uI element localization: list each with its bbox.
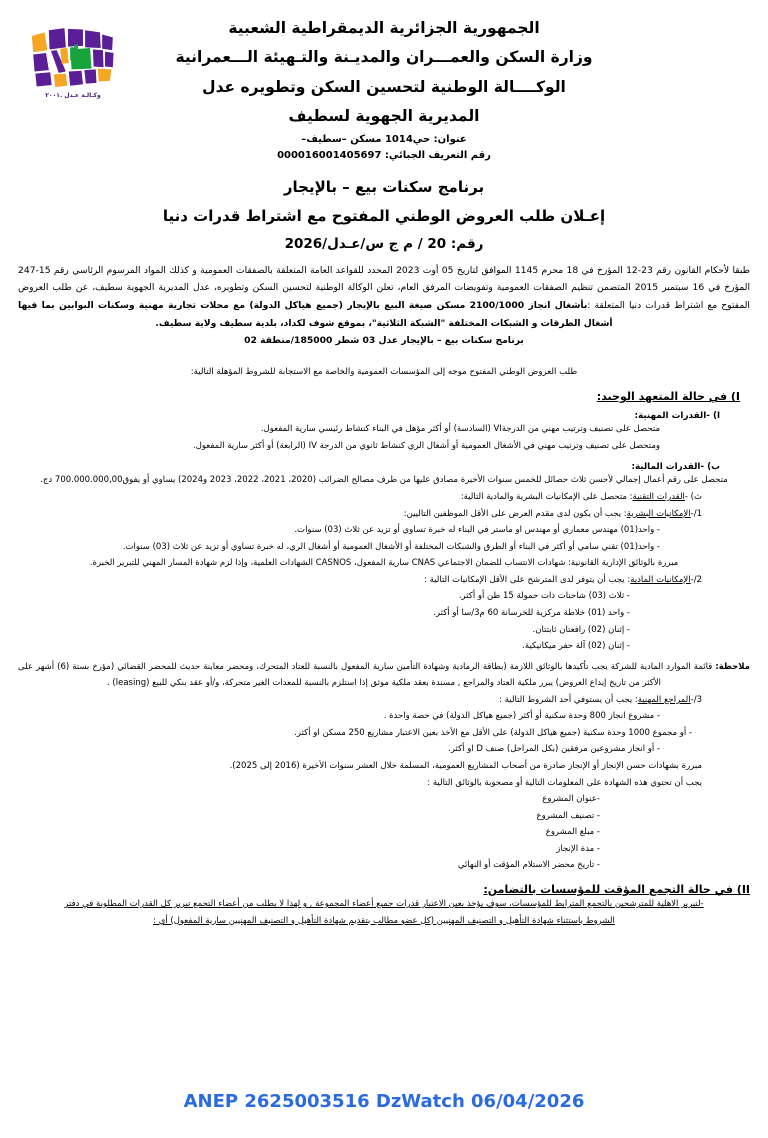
certificate-content-item: -عنوان المشروع (542, 794, 600, 805)
financial-capacity-heading: ب) -القدرات المالية: (631, 462, 720, 473)
material-resources-item: - إثنان (02) رافعتان ثابتتان. (532, 624, 630, 635)
announcement-title: إعـلان طلب العروض الوطني المفتوح مع اشتراط قدرات دنيا (162, 206, 606, 225)
human-resources-item: - واحد(01) تقني سامي أو أكثر في البناء أو الطرق والشبكات المختلفة أو الأشغال العمومية أو أشغال الري، له خبرة تساوي أو تزيد عن ثلاث (03) سنوات. (122, 541, 660, 552)
technical-capacity-prefix: ث) - (684, 492, 702, 503)
agency-logo (30, 26, 116, 112)
section-2-heading: II) في حالة التجمع المؤقت للمؤسسات بالتضامن: (483, 882, 750, 896)
agency-title: الوكــــالة الوطنية لتحسين السكن وتطويره عدل (202, 77, 566, 96)
section-2-line-1: -لتبرير الاهلية للمترشحين بالتجمع المترابط للمؤسسات، سوف يؤخذ بعين الاعتبار قدرات جميع أعضاء المجموعة , و لهذا لا يطلب من أعضاء التجمع تبرير كل القدرات المطلوبة في دفتر (64, 898, 704, 909)
professional-references-number: 3/- (690, 694, 702, 705)
announcement-number: رقم: 20 / م ج س/عـدل/2026 (284, 235, 484, 252)
material-resources-heading (18, 572, 750, 589)
agency-address: عنوان: حي1014 مسكن –سطيف– (301, 133, 467, 145)
logo-mosaic-icon (30, 26, 116, 90)
intro-regulation-text: طبقا لأحكام القانون رقم 23-12 المؤرخ في 18 محرم 1145 الموافق لتاريخ 05 أوت 2023 المحدد للقواعد العامة المتعلقة بالصفقات العمومية و كذلك المواد المرسوم الرئاسي رقم 15-247 المؤرخ في 16 سبتمبر 2015 المتضمن تنظيم الصفقات العمومية وتفويضات المرفق العام، تعلن الوكالة الوطنية لتحسين السكن وتطويره، عدل المديرية الجهوية سطيف، عن طلب العروض المفتوح مع اشتراط قدرات دنيا المتعلقة : (18, 264, 750, 312)
material-resources-suffix: : يجب أن يتوفر لدى المترشح على الأقل الإمكانيات التالية : (424, 574, 631, 585)
note-body: قائمة الموارد المادية للشركة يجب تأكيدها بالوثائق اللازمة (بطاقة الرمادية وشهادة التأمين سارية المفعول بالنسبة للعتاد المتحرك، ومحضر معاينة حديث للمحضر القضائي (مؤرخ بستة (6) أشهر على الأكثر من تاريخ إيداع العروض) يبرر ملكية العتاد والمراجع , مسندة بعقد ملكية موثق إذا استلزم بالنسبة للمعدات الغير متحركة، و/أو عقد بنكي للبيع (leasing) . (18, 661, 716, 689)
document-body (0, 262, 768, 929)
professional-references-justification: مبررة بشهادات حسن الإنجاز أو الإنجاز صادرة من أصحاب المشاريع العمومية، المسلمة خلال العشر سنوات الأخيرة (2016 إلى 2025). (229, 761, 702, 772)
professional-references-label: المراجع المهنية (637, 694, 691, 705)
financial-capacity-line-1: متحصل على رقم أعمال إجمالي لأحسن ثلاث حصائل للخمس سنوات الأخيرة مصادق عليها من طرف مصالح الضرائب (2020، 2021، 2022، 2023 و2024) يساوي أو يفوق700.000.000,00 دج. (40, 475, 728, 486)
program-designation-line: برنامج سكنات بيع – بالإيجار عدل 03 شطر 185000/منطقة 02 (244, 335, 524, 347)
material-resources-item: - ثلاث (03) شاحنات ذات حمولة 15 طن أو أكثر. (458, 591, 630, 602)
tender-scope-line: طلب العروض الوطني المفتوح موجه إلى المؤسسات العمومية والخاصة مع الاستجابة للشروط المؤهلة التالية: (190, 367, 578, 378)
program-title: برنامج سكنات بيع – بالإيجار (283, 177, 485, 196)
human-resources-item: - واحد(01) مهندس معماري أو مهندس او ماستر في البناء له خبرة تساوي أو تزيد عن ثلاث (03) سنوات. (294, 525, 660, 536)
anep-footer: ANEP 2625003516 DzWatch 06/04/2026 (183, 1091, 585, 1112)
material-resources-note (18, 659, 750, 692)
professional-references-heading (18, 692, 750, 709)
material-resources-item: - واحد (01) خلاطة مركزية للخرسانة 60 م3/سا أو أكثر. (433, 607, 630, 618)
certificate-content-item: - مدة الإنجاز (556, 843, 600, 854)
regional-directorate-title: المديرية الجهوية لسطيف (288, 107, 480, 126)
intro-paragraph (18, 262, 750, 333)
material-resources-item: - إثنان (02) آلة حفر ميكانيكية. (522, 641, 630, 652)
technical-capacity-label: القدرات التقنية (632, 492, 685, 503)
professional-references-item: - مشروع انجاز 800 وحدة سكنية أو أكثر (جميع هياكل الدولة) في حصة واحدة . (383, 711, 660, 722)
section-1-heading: I) في حالة المتعهد الوحيد: (596, 390, 740, 404)
material-resources-number: 2/- (690, 574, 702, 585)
logo-caption: وكـالـة عـدل .٢٠٠١ (45, 92, 101, 99)
certificate-contents-intro: يجب أن تحتوي هذه الشهادة على المعلومات التالية أو مصحوبة بالوثائق التالية : (427, 777, 702, 788)
professional-references-suffix: : يجب أن يستوفي أحد الشروط التالية : (499, 694, 638, 705)
material-resources-label: الإمكانيات المادية (630, 574, 691, 585)
republic-title: الجمهورية الجزائرية الديمقراطية الشعبية (228, 19, 540, 37)
human-resources-justification-note: مبررة بالوثائق الإدارية القانونية: شهادات الانتساب للضمان الاجتماعي CNAS سارية المفعول، CASNOS الشهادات العلمية، وإذا لزم شهادة المسار المهني للتبرير الخبرة. (89, 558, 679, 569)
tax-identification-number: رقم التعريف الجبائي: 000016001405697 (277, 150, 491, 162)
technical-capacity-suffix: : متحصل على الإمكانيات البشرية والمادية التالية: (460, 492, 633, 503)
human-resources-number: 1/- (690, 508, 702, 519)
human-resources-heading (18, 506, 750, 523)
professional-capacity-line-1: متحصل على تصنيف وترتيب مهني من الدرجةVI (السادسة) أو أكثر مؤهل في البناء كنشاط رئيسي سارية المفعول. (260, 424, 660, 435)
intro-project-scope: بأشغال انجاز 2100/1000 مسكن صيغة البيع بالإيجار (جميع هياكل الدولة) مع محلات تجارية مهنية وسكنات البوابين بما فيها أشغال الطرقات و الشبكات المختلفة "الشبكة الثلاثية"، بموقع شوف لكداد، بلدية سطيف ولاية سطيف. (18, 300, 613, 329)
human-resources-label: الإمكانيات البشرية (626, 508, 691, 519)
certificate-content-item: - تاريخ محضر الاستلام المؤقت أو النهائي (457, 860, 600, 871)
professional-references-item: - أو مجموع 1000 وحدة سكنية (جميع هياكل الدولة) على الأقل مع الأخذ بعين الاعتبار مشاريع 250 مسكن او أكثر. (294, 727, 692, 738)
section-2-line-2: الشروط باستثناء شهادة التأهيل و التصنيف المهنيين (كل عضو مطالب بتقديم شهادة التأهيل و التصنيف المهنيين سارية المفعول) أي : (153, 915, 615, 926)
ministry-title: وزارة السكن والعمـــران والمديـنة والتـهيئة الـــعمرانية (175, 48, 593, 67)
technical-capacity-heading (18, 489, 750, 506)
professional-capacity-heading: ا) -القدرات المهنية: (634, 411, 720, 422)
professional-capacity-line-2: ومتحصل على تصنيف وترتيب مهني في الأشغال العمومية أو أشغال الري كنشاط ثانوي من الدرجة IV (الرابعة) أو أكثر سارية المفعول. (193, 440, 660, 451)
certificate-content-item: - تصنيف المشروع (536, 810, 600, 821)
note-label: ملاحظة: (715, 661, 750, 672)
human-resources-suffix: : يجب أن يكون لدى مقدم العرض على الأقل الموظفين التاليين: (403, 508, 627, 519)
professional-references-item: - أو انجاز مشروعين مرفقين (بكل المراحل) صنف D او أكثر. (448, 744, 660, 755)
certificate-content-item: - مبلغ المشروع (545, 827, 600, 838)
